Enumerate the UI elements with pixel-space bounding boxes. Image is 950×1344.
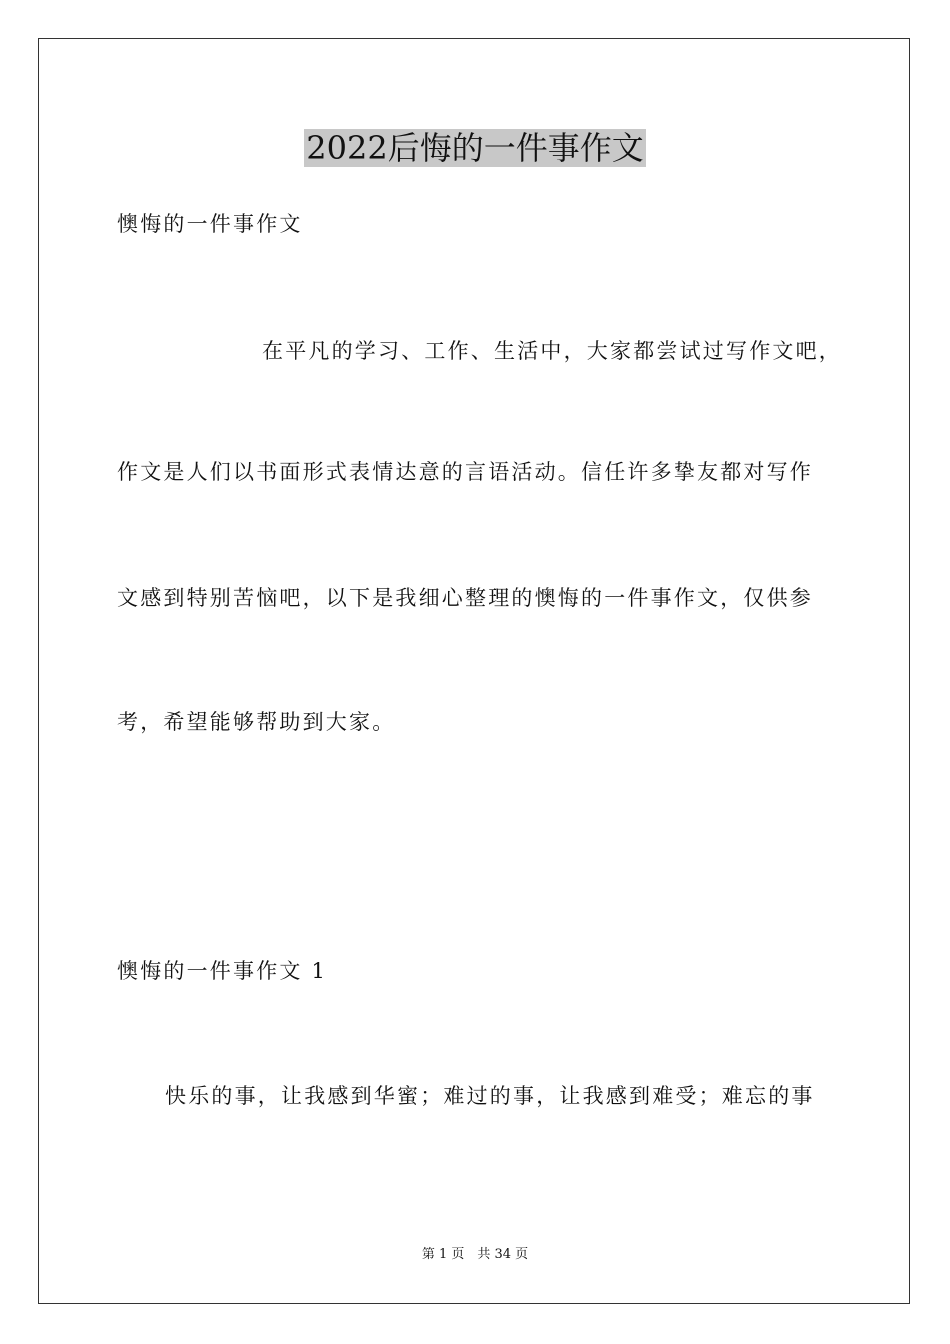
- paragraph-line: 考，希望能够帮助到大家。: [117, 710, 396, 734]
- paragraph-line: 在平凡的学习、工作、生活中，大家都尝试过写作文吧，: [262, 339, 842, 363]
- document-title: [0, 126, 950, 170]
- subtitle: 懊悔的一件事作文: [117, 212, 303, 236]
- paragraph-line: 作文是人们以书面形式表情达意的言语活动。信任许多挚友都对写作: [117, 460, 813, 484]
- section-heading: 懊悔的一件事作文 1: [117, 959, 328, 983]
- paragraph-line: 快乐的事，让我感到华蜜；难过的事，让我感到难受；难忘的事: [165, 1084, 815, 1108]
- paragraph-line: 文感到特别苦恼吧，以下是我细心整理的懊悔的一件事作文，仅供参: [117, 586, 813, 610]
- document-title-text: 2022后悔的一件事作文: [306, 129, 644, 167]
- page-footer: 第 1 页 共 34 页: [421, 1247, 529, 1262]
